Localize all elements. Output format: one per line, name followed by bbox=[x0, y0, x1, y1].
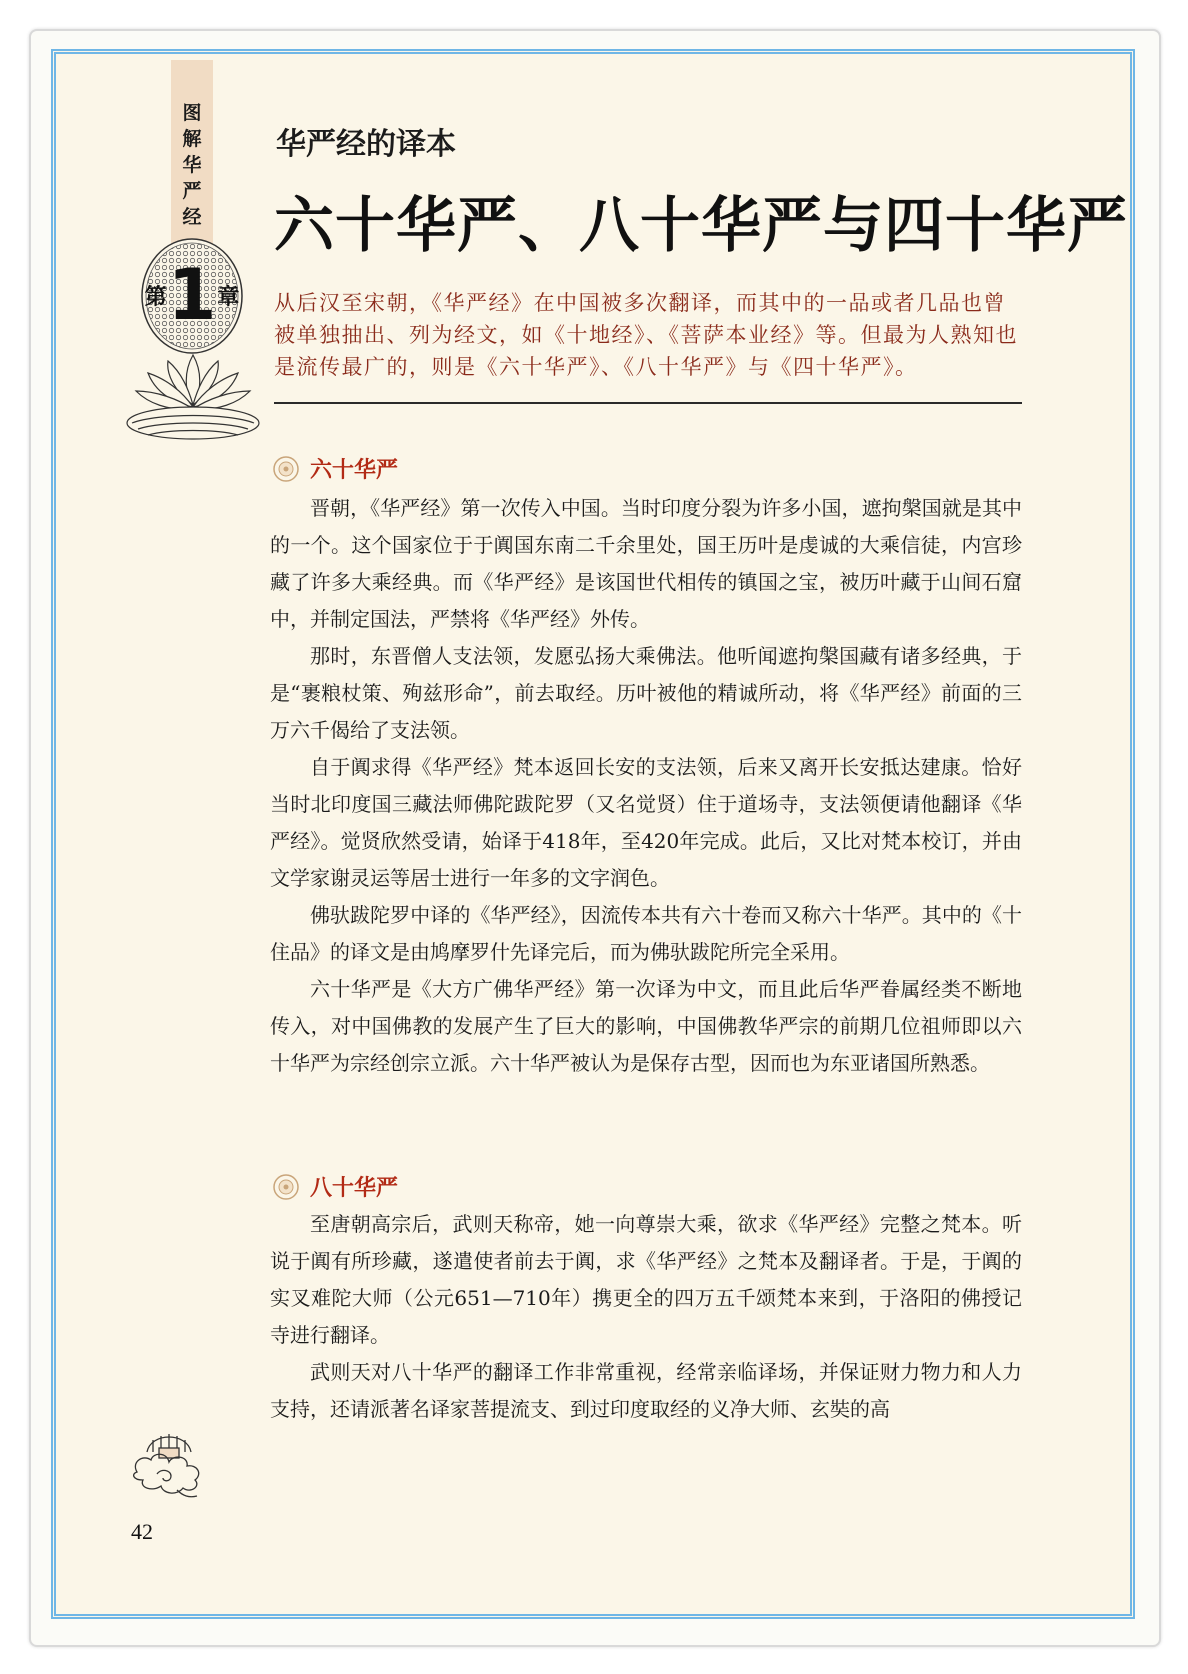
section-title: 八十华严 bbox=[310, 1176, 399, 1201]
intro-paragraph: 从后汉至宋朝，《华严经》在中国被多次翻译，而其中的一品或者几品也曾被单独抽出、列为经文，如《十地经》、《菩萨本业经》等。但最为人熟知也是流传最广的，则是《六十华严》、《八十华严》与《四十华严》。 bbox=[274, 291, 1018, 379]
body-paragraph: 那时，东晋僧人支法领，发愿弘扬大乘佛法。他听闻遮拘槃国藏有诸多经典，于是“裹粮杖策、殉兹形命”，前去取经。历叶被他的精诚所动，将《华严经》前面的三万六千偈给了支法领。 bbox=[270, 644, 1022, 742]
chapter-suffix: 章 bbox=[217, 284, 240, 310]
intro-divider bbox=[274, 402, 1022, 404]
section-title: 六十华严 bbox=[310, 458, 399, 483]
body-paragraph: 佛驮跋陀罗中译的《华严经》，因流传本共有六十卷而又称六十华严。其中的《十住品》的译文是由鸠摩罗什先译完后，而为佛驮跋陀所完全采用。 bbox=[270, 903, 1022, 964]
section-bullet-icon bbox=[272, 1173, 300, 1201]
cloud-ornament-icon bbox=[127, 1412, 211, 1502]
side-tab-char: 解 bbox=[182, 128, 202, 150]
side-tab bbox=[171, 60, 213, 246]
side-tab-char: 图 bbox=[182, 102, 202, 124]
section-kicker: 华严经的译本 bbox=[276, 127, 456, 162]
chapter-badge bbox=[144, 250, 240, 340]
side-tab-char: 华 bbox=[182, 154, 202, 176]
section-body bbox=[270, 490, 1022, 1082]
section-bullet-icon bbox=[272, 455, 300, 483]
section-body bbox=[270, 1206, 1022, 1428]
chapter-prefix: 第 bbox=[144, 284, 167, 310]
body-paragraph: 六十华严是《大方广佛华严经》第一次译为中文，而且此后华严眷属经类不断地传入，对中国佛教的发展产生了巨大的影响，中国佛教华严宗的前期几位祖师即以六十华严为宗经创宗立派。六十华严被认为是保存古型，因而也为东亚诸国所熟悉。 bbox=[270, 977, 1022, 1075]
page-title: 六十华严、八十华严与四十华严 bbox=[274, 191, 1128, 261]
page-number: 42 bbox=[131, 1519, 153, 1544]
section-heading bbox=[272, 453, 398, 484]
side-tab-char: 严 bbox=[182, 180, 202, 202]
body-paragraph: 武则天对八十华严的翻译工作非常重视，经常亲临译场，并保证财力物力和人力支持，还请派著名译家菩提流支、到过印度取经的义净大师、玄奘的高 bbox=[270, 1360, 1022, 1421]
lotus-icon bbox=[118, 345, 268, 445]
side-tab-char: 经 bbox=[182, 206, 202, 228]
chapter-number: 1 bbox=[167, 254, 217, 336]
body-paragraph: 自于阗求得《华严经》梵本返回长安的支法领，后来又离开长安抵达建康。恰好当时北印度国三藏法师佛陀跋陀罗（又名觉贤）住于道场寺，支法领便请他翻译《华严经》。觉贤欣然受请，始译于418年，至420年完成。此后，又比对梵本校订，并由文学家谢灵运等居士进行一年多的文字润色。 bbox=[270, 755, 1022, 890]
body-paragraph: 至唐朝高宗后，武则天称帝，她一向尊崇大乘，欲求《华严经》完整之梵本。听说于阗有所珍藏，遂遣使者前去于阗，求《华严经》之梵本及翻译者。于是，于阗的实叉难陀大师（公元651—710年）携更全的四万五千颂梵本来到，于洛阳的佛授记寺进行翻译。 bbox=[270, 1212, 1022, 1347]
section-heading bbox=[272, 1171, 398, 1202]
body-paragraph: 晋朝，《华严经》第一次传入中国。当时印度分裂为许多小国，遮拘槃国就是其中的一个。这个国家位于于阗国东南二千余里处，国王历叶是虔诚的大乘信徒，内宫珍藏了许多大乘经典。而《华严经》是该国世代相传的镇国之宝，被历叶藏于山间石窟中，并制定国法，严禁将《华严经》外传。 bbox=[270, 496, 1022, 631]
